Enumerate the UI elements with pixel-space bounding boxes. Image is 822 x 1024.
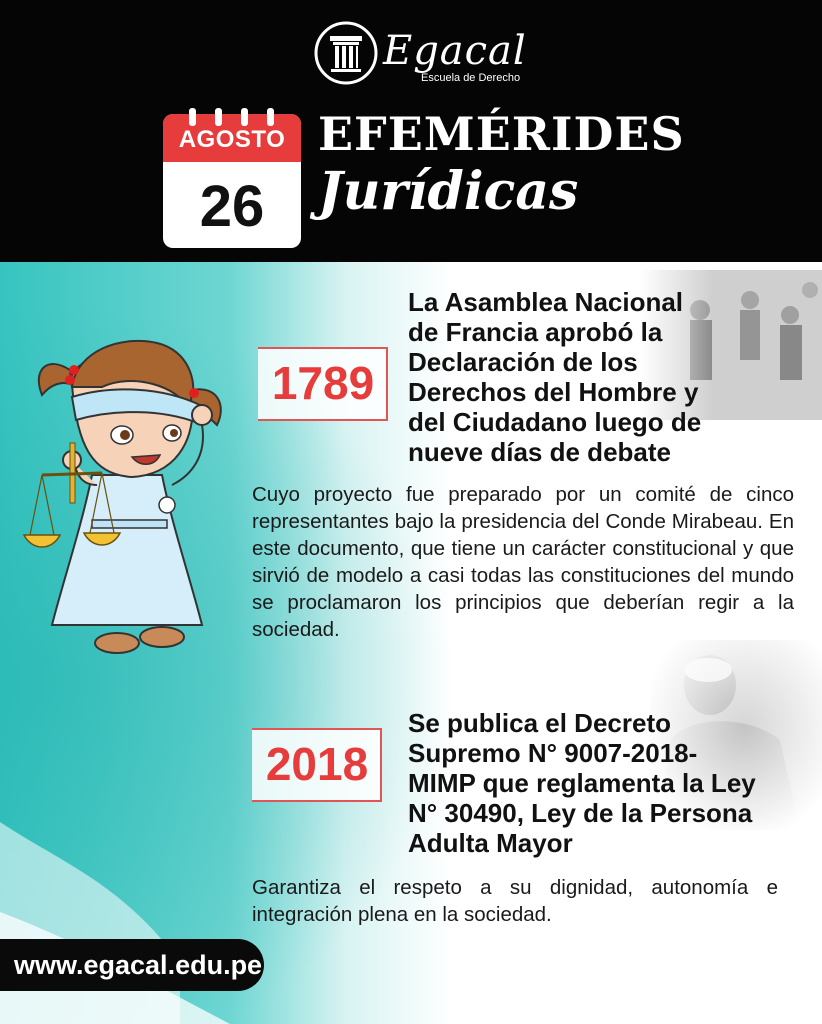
headline-line: Se publica el Decreto — [408, 708, 671, 738]
headline-line: N° 30490, Ley de la Persona — [408, 798, 753, 828]
headline-line: Derechos del Hombre y — [408, 377, 699, 407]
headline-line: Declaración de los — [408, 347, 638, 377]
headline-line: Supremo N° 9007-2018- — [408, 738, 698, 768]
event-headline — [408, 708, 818, 858]
calendar-ring — [267, 108, 274, 126]
calendar-card — [163, 114, 301, 248]
headline-line: La Asamblea Nacional — [408, 287, 684, 317]
calendar-month: AGOSTO — [163, 114, 301, 162]
calendar-ring — [189, 108, 196, 126]
calendar-icon — [163, 108, 301, 248]
calendar-ring — [215, 108, 222, 126]
header-banner — [0, 0, 822, 262]
event-headline — [408, 287, 818, 467]
headline-line: nueve días de debate — [408, 437, 671, 467]
event-description: Cuyo proyecto fue preparado por un comité de cinco representantes bajo la presidencia del Conde Mirabeau. En este documento, que tiene un carácter constitucional y que sirvió de modelo a casi todas las constituciones del mundo se proclamaron los principios que deberían regir a la sociedad. — [252, 483, 794, 641]
event-description: Garantiza el respeto a su dignidad, autonomía e integración plena en la sociedad. — [252, 876, 778, 926]
event-year: 1789 — [271, 357, 375, 409]
title-juridicas: Jurídicas — [318, 161, 579, 222]
brand-name: Egacal — [383, 28, 527, 74]
calendar-ring — [241, 108, 248, 126]
justice-girl-illustration — [22, 325, 237, 665]
event-year: 2018 — [265, 738, 369, 790]
headline-line: de Francia aprobó la — [408, 317, 663, 347]
brand-subtitle: Escuela de Derecho — [421, 72, 521, 84]
headline-line: MIMP que reglamenta la Ley — [408, 768, 756, 798]
title-efemerides: EFEMÉRIDES — [318, 107, 685, 161]
headline-line: del Ciudadano luego de — [408, 407, 702, 437]
column-logo-icon — [313, 20, 379, 86]
website-link[interactable]: www.egacal.edu.pe — [14, 950, 263, 980]
headline-line: Adulta Mayor — [408, 828, 573, 858]
calendar-day: 26 — [199, 174, 265, 239]
